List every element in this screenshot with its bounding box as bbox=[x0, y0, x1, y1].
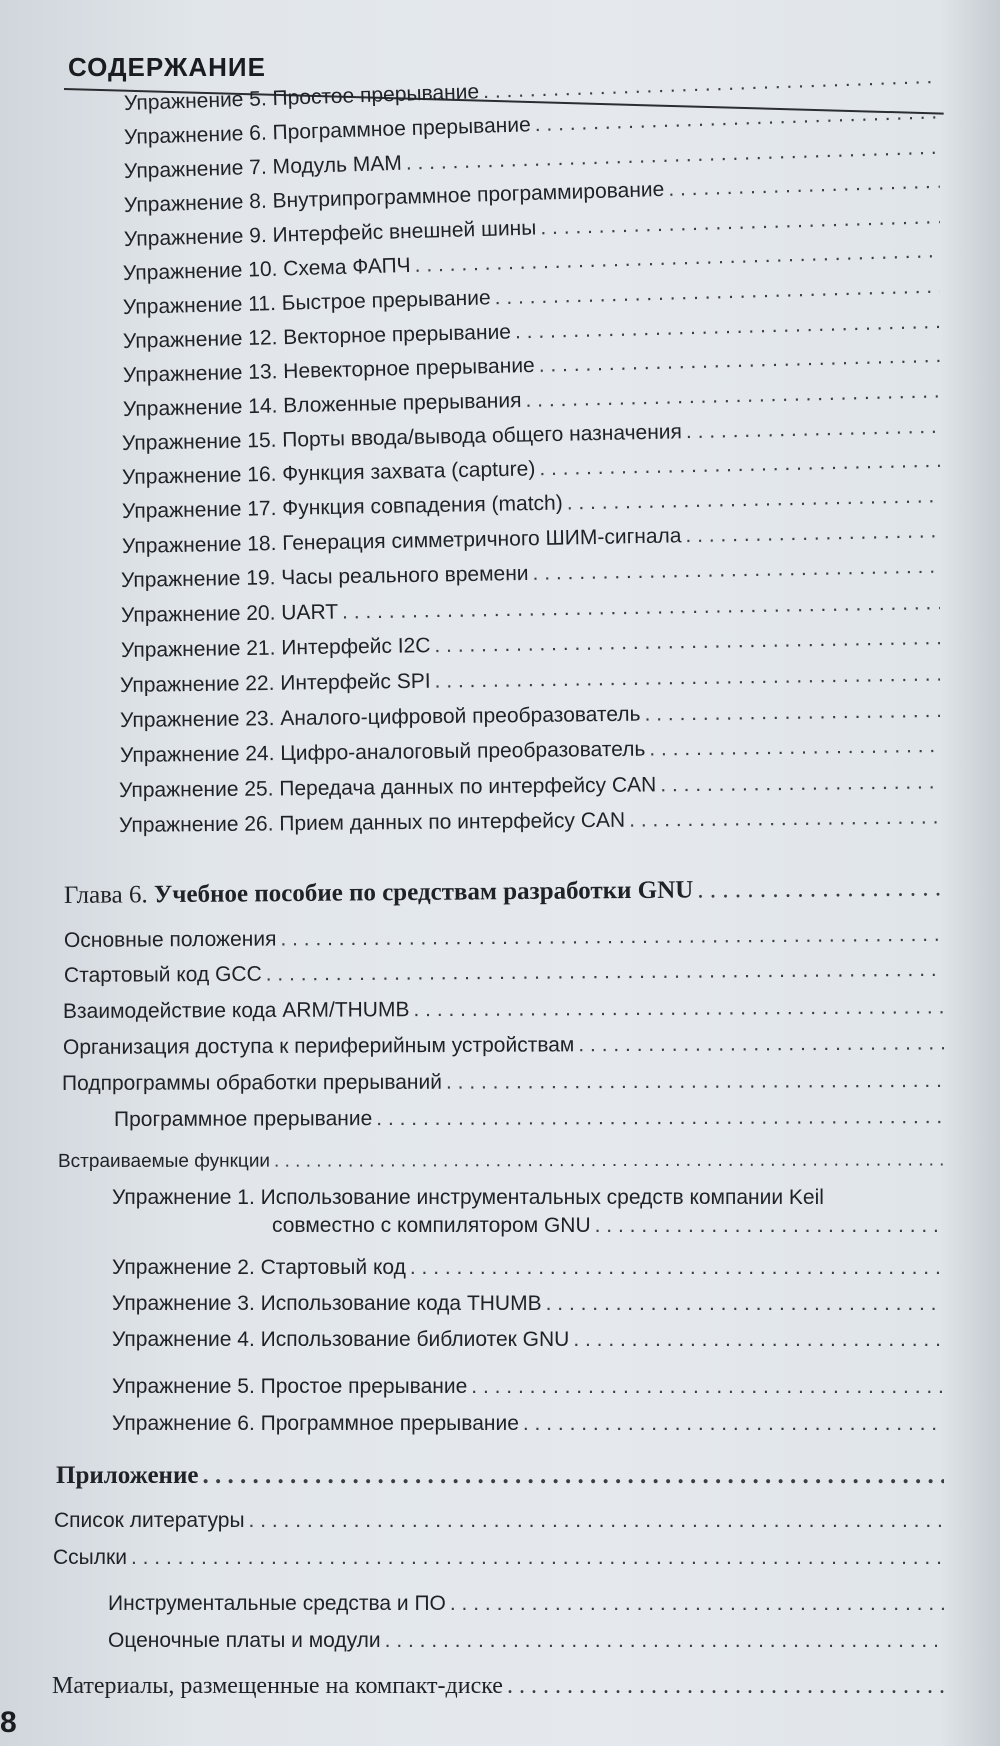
dot-leader bbox=[532, 553, 940, 588]
dot-leader bbox=[274, 1146, 944, 1175]
dot-leader bbox=[471, 1373, 944, 1401]
dot-leader bbox=[342, 589, 940, 626]
dot-leader bbox=[446, 1067, 944, 1097]
toc-entry: Упражнение 5. Простое прерывание . . . bbox=[112, 1373, 944, 1401]
toc-entry: Упражнение 17. Функция совпадения (match) . . . bbox=[122, 482, 940, 526]
toc-entry: Упражнение 16. Функция захвата (capture) . . . bbox=[122, 447, 940, 492]
toc-entry: Упражнение 12. Векторное прерывание . . . bbox=[123, 308, 940, 356]
toc-entry: Упражнение 13. Невекторное прерывание . . . bbox=[123, 342, 940, 390]
toc-entry: Упражнение 25. Передача данных по интерфейсу CAN . . . bbox=[119, 768, 940, 805]
dot-leader bbox=[629, 803, 940, 834]
toc-entry: Упражнение 14. Вложенные прерывания . . . bbox=[123, 377, 940, 424]
toc-entry-two-line: Упражнение 1. Использование инструментальных средств компании Keil совместно с компилятором GNU . . . bbox=[112, 1184, 944, 1240]
toc-entry: Упражнение 5. Простое прерывание . . . bbox=[124, 63, 940, 118]
dot-leader bbox=[507, 1672, 944, 1700]
dot-leader bbox=[534, 98, 940, 139]
toc-entry: Организация доступа к периферийным устройствам . . . bbox=[63, 1029, 944, 1062]
dot-leader bbox=[578, 1029, 944, 1059]
toc-entry: Упражнение 22. Интерфейс SPI . . . bbox=[120, 661, 940, 700]
toc-entry: Ссылки . . . bbox=[53, 1544, 944, 1572]
toc-entry: Упражнение 21. Интерфейс I2C . . . bbox=[121, 624, 940, 665]
dot-leader bbox=[494, 273, 940, 313]
dot-leader bbox=[249, 1507, 944, 1535]
dot-leader bbox=[131, 1544, 944, 1572]
dot-leader bbox=[266, 956, 944, 989]
toc-entry: Упражнение 10. Схема ФАПЧ . . . bbox=[123, 237, 940, 288]
toc-entry: Основные положения . . . bbox=[64, 921, 944, 955]
page-number: 8 bbox=[0, 1706, 17, 1739]
toc-entry: Упражнение 6. Программное прерывание . . . bbox=[112, 1410, 944, 1438]
toc-entry: Упражнение 6. Программное прерывание . . . bbox=[124, 98, 940, 152]
dot-leader bbox=[515, 308, 940, 346]
toc-entry: Упражнение 11. Быстрое прерывание . . . bbox=[123, 273, 940, 322]
dot-leader bbox=[539, 447, 940, 483]
dot-leader bbox=[566, 482, 940, 517]
dot-leader bbox=[546, 1290, 944, 1318]
dot-leader bbox=[376, 1103, 944, 1133]
dot-leader bbox=[686, 413, 940, 446]
dot-leader bbox=[202, 1462, 944, 1490]
toc-entry: Упражнение 3. Использование кода THUMB . . . bbox=[112, 1290, 944, 1318]
toc-entry: Упражнение 7. Модуль МАМ . . . bbox=[124, 134, 940, 186]
dot-leader bbox=[538, 342, 940, 380]
toc-entry: Подпрограммы обработки прерываний . . . bbox=[62, 1067, 944, 1098]
chapter-heading: Глава 6. Учебное пособие по средствам разработки GNU . . . bbox=[64, 874, 944, 910]
toc-entry: Упражнение 23. Аналого-цифровой преобразователь . . . bbox=[120, 697, 940, 735]
dot-leader bbox=[540, 203, 940, 242]
dot-leader bbox=[644, 697, 940, 729]
toc-entry: Упражнение 8. Внутрипрограммное программирование . . . bbox=[124, 168, 940, 220]
toc-entry: Взаимодействие кода ARM/THUMB . . . bbox=[63, 993, 944, 1026]
toc-entry: Программное прерывание . . . bbox=[114, 1103, 944, 1134]
toc-entry: Упражнение 4. Использование библиотек GNU . . . bbox=[112, 1326, 944, 1354]
dot-leader bbox=[450, 1590, 944, 1618]
dot-leader bbox=[525, 377, 940, 414]
toc-entry: Упражнение 9. Интерфейс внешней шины . . . bbox=[124, 203, 940, 254]
dot-leader bbox=[573, 1326, 944, 1354]
toc-entry: Стартовый код GCC . . . bbox=[64, 956, 944, 990]
dot-leader bbox=[685, 517, 940, 550]
dot-leader bbox=[385, 1627, 944, 1655]
toc-entry: Список литературы . . . bbox=[54, 1507, 944, 1535]
page-header: СОДЕРЖАНИЕ bbox=[68, 52, 266, 82]
toc-entry: Упражнение 19. Часы реального времени . . . bbox=[121, 553, 940, 595]
toc-entry: Материалы, размещенные на компакт-диске . . . bbox=[52, 1672, 944, 1700]
dot-leader bbox=[434, 661, 940, 696]
toc-entry: Встраиваемые функции . . . bbox=[58, 1146, 944, 1176]
toc-entry: Упражнение 2. Стартовый код . . . bbox=[112, 1254, 944, 1282]
toc-entry: Оценочные платы и модули . . . bbox=[108, 1627, 944, 1655]
toc-entry: Упражнение 15. Порты ввода/вывода общего назначения . . . bbox=[122, 413, 940, 458]
appendix-heading: Приложение . . . bbox=[56, 1462, 944, 1490]
dot-leader bbox=[410, 1254, 944, 1282]
toc-entry: Упражнение 20. UART . . . bbox=[121, 589, 940, 630]
dot-leader bbox=[523, 1410, 944, 1438]
dot-leader bbox=[697, 874, 944, 904]
dot-leader bbox=[434, 624, 940, 660]
dot-leader bbox=[413, 993, 944, 1024]
dot-leader bbox=[649, 732, 940, 764]
dot-leader bbox=[668, 168, 940, 204]
toc-entry: Упражнение 18. Генерация симметричного ШИМ-сигнала . . . bbox=[122, 517, 940, 561]
toc-entry: Инструментальные средства и ПО . . . bbox=[108, 1590, 944, 1618]
dot-leader bbox=[595, 1212, 944, 1240]
toc-entry: Упражнение 24. Цифро-аналоговый преобразователь . . . bbox=[120, 732, 940, 770]
dot-leader bbox=[280, 921, 944, 954]
dot-leader bbox=[660, 768, 940, 799]
toc-entry: Упражнение 26. Прием данных по интерфейсу CAN . . . bbox=[119, 803, 940, 840]
